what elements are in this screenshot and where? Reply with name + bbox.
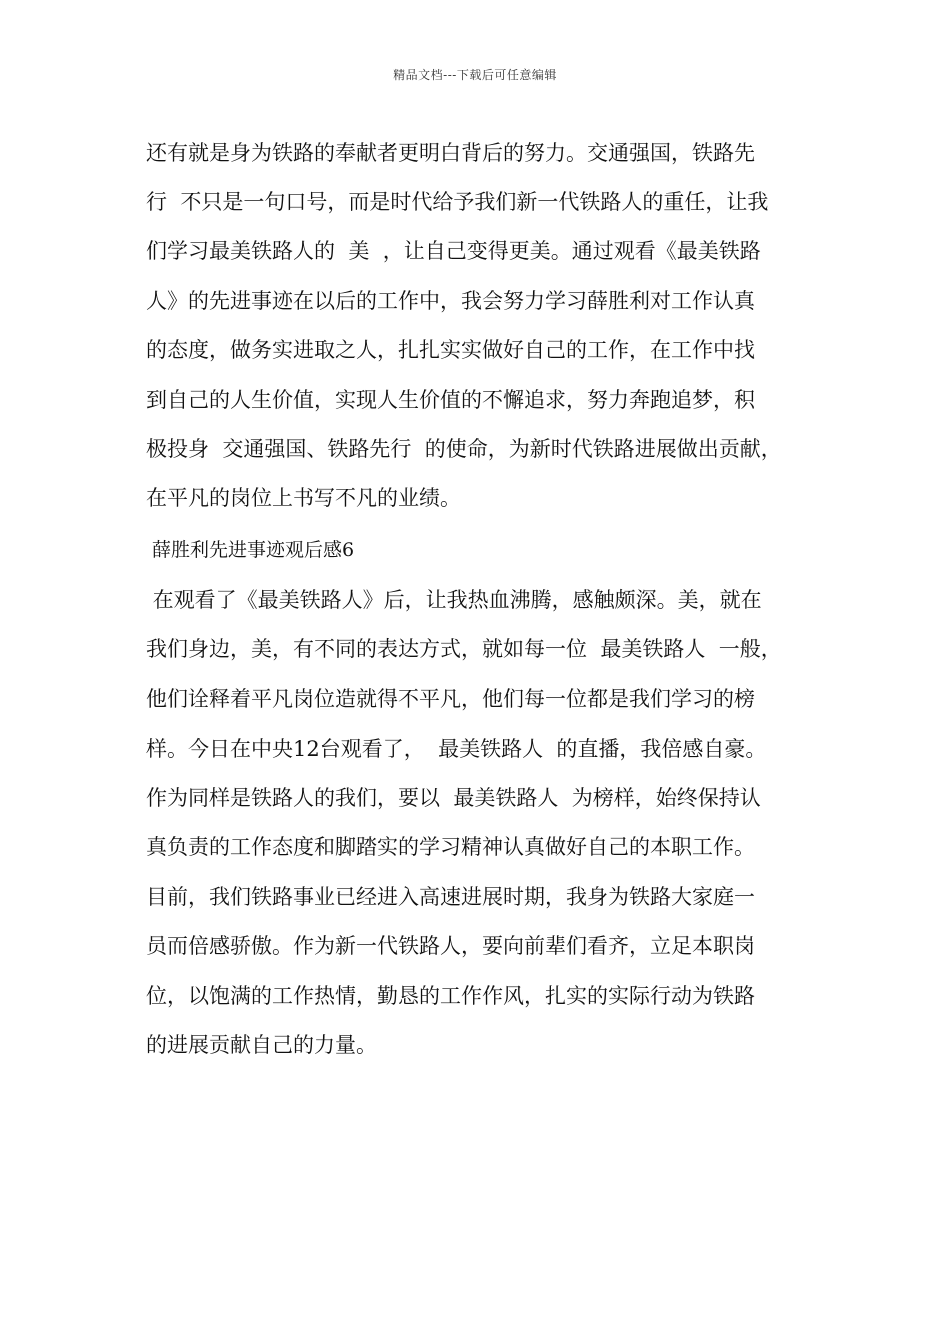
body-line: 样。今日在中央12台观看了， 最美铁路人 的直播，我倍感自豪。 xyxy=(146,737,767,761)
body-line: 人》的先进事迹在以后的工作中，我会努力学习薛胜利对工作认真 xyxy=(146,289,755,313)
page-header: 精品文档---下载后可任意编辑 xyxy=(393,68,557,82)
body-line: 员而倍感骄傲。作为新一代铁路人，要向前辈们看齐，立足本职岗 xyxy=(146,934,755,958)
body-line: 在平凡的岗位上书写不凡的业绩。 xyxy=(146,486,461,510)
section-title: 薛胜利先进事迹观后感6 xyxy=(146,539,355,561)
body-line: 我们身边，美，有不同的表达方式，就如每一位 最美铁路人 一般， xyxy=(146,637,782,661)
body-line: 行 不只是一句口号，而是时代给予我们新一代铁路人的重任，让我 xyxy=(146,190,769,214)
body-line: 极投身 交通强国、铁路先行 的使命，为新时代铁路进展做出贡献， xyxy=(146,437,782,461)
body-line: 位，以饱满的工作热情，勤恳的工作作风，扎实的实际行动为铁路 xyxy=(146,984,755,1008)
body-line: 他们诠释着平凡岗位造就得不平凡，他们每一位都是我们学习的榜 xyxy=(146,687,755,711)
body-line: 目前，我们铁路事业已经进入高速进展时期，我身为铁路大家庭一 xyxy=(146,885,755,909)
body-line: 在观看了《最美铁路人》后，让我热血沸腾，感触颇深。美，就在 xyxy=(146,588,762,612)
body-line: 的进展贡献自己的力量。 xyxy=(146,1033,377,1057)
body-line: 到自己的人生价值，实现人生价值的不懈追求，努力奔跑追梦，积 xyxy=(146,388,755,412)
body-line: 作为同样是铁路人的我们，要以 最美铁路人 为榜样，始终保持认 xyxy=(146,786,761,810)
body-line: 真负责的工作态度和脚踏实的学习精神认真做好自己的本职工作。 xyxy=(146,835,755,859)
body-line: 还有就是身为铁路的奉献者更明白背后的努力。交通强国，铁路先 xyxy=(146,141,755,165)
body-line: 们学习最美铁路人的 美 ，让自己变得更美。通过观看《最美铁路 xyxy=(146,239,761,263)
body-line: 的态度，做务实进取之人，扎扎实实做好自己的工作，在工作中找 xyxy=(146,338,755,362)
